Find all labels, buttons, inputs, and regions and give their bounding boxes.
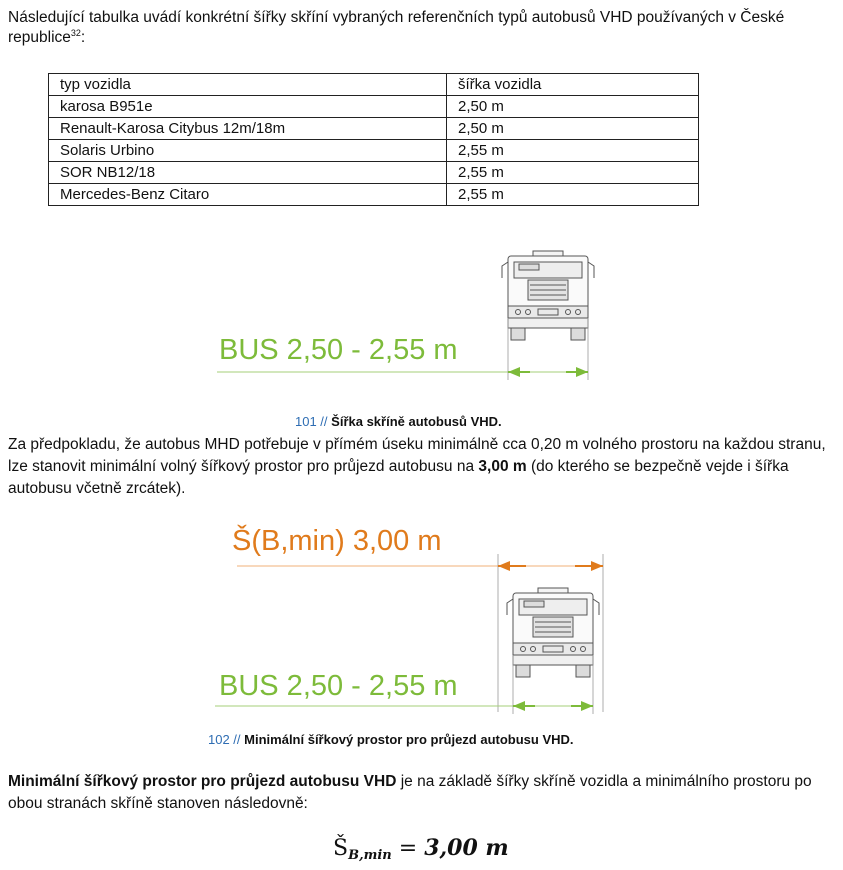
figure1-bus-width-label: BUS 2,50 - 2,55 m xyxy=(219,334,458,366)
paragraph-definition xyxy=(8,771,828,815)
dimension-arrow-right xyxy=(566,367,588,377)
table-cell-width: 2,55 m xyxy=(447,162,699,184)
table-header-row xyxy=(49,74,699,96)
paragraph2-text: Za předpokladu, že autobus MHD potřebuje v přímém úseku minimálně cca 0,20 m volného prostoru na každou stranu, lze stanovit minimální volný šířkový prostor pro průjezd autobusu na xyxy=(8,436,826,475)
table-cell-width: 2,55 m xyxy=(447,140,699,162)
figure2-caption-number: 102 // xyxy=(208,732,241,747)
figure2-caption xyxy=(208,732,574,748)
table-cell-width: 2,55 m xyxy=(447,184,699,206)
bus-front-icon xyxy=(502,251,594,340)
paragraph-clearance xyxy=(8,434,828,500)
dimension-arrow-left xyxy=(508,367,530,377)
clearance-arrow-right xyxy=(575,561,603,571)
table-cell-type: SOR NB12/18 xyxy=(49,162,447,184)
bus-arrow-left-2 xyxy=(513,701,535,711)
formula-equals: = xyxy=(398,836,418,861)
table-cell-width: 2,50 m xyxy=(447,96,699,118)
table-row xyxy=(49,96,699,118)
table-cell-type: Mercedes-Benz Citaro xyxy=(49,184,447,206)
table-row xyxy=(49,162,699,184)
clearance-arrow-left xyxy=(498,561,526,571)
table-row xyxy=(49,140,699,162)
intro-suffix: : xyxy=(80,29,86,46)
table-row xyxy=(49,118,699,140)
table-header-cell: šířka vozidla xyxy=(447,74,699,96)
table-row xyxy=(49,184,699,206)
bus-front-icon-2 xyxy=(507,588,599,677)
paragraph2-text-end: (do kterého se bezpečně vejde i šířka autobusu včetně zrcátek). xyxy=(8,458,789,497)
paragraph2-bold-value: 3,00 m xyxy=(478,458,527,475)
formula-symbol: Š xyxy=(333,836,349,861)
figure2-bus-width-label: BUS 2,50 - 2,55 m xyxy=(219,670,458,702)
formula-value: 3,00 m xyxy=(424,835,509,861)
intro-text: Následující tabulka uvádí konkrétní šířky skříní vybraných referenčních typů autobusů VHD používaných v České republice xyxy=(8,9,785,46)
figure1-caption xyxy=(295,414,502,430)
bus-arrow-right-2 xyxy=(571,701,593,711)
table-cell-type: Solaris Urbino xyxy=(49,140,447,162)
min-width-formula xyxy=(333,834,509,870)
intro-paragraph xyxy=(8,8,834,48)
formula-subscript: B,min xyxy=(348,848,392,863)
table-cell-type: Renault-Karosa Citybus 12m/18m xyxy=(49,118,447,140)
table-cell-type: karosa B951e xyxy=(49,96,447,118)
figure2-min-width-label: Š(B,min) 3,00 m xyxy=(232,525,442,557)
table-cell-width: 2,50 m xyxy=(447,118,699,140)
footnote-ref[interactable]: 32 xyxy=(70,27,81,38)
paragraph3-bold: Minimální šířkový prostor pro průjezd autobusu VHD xyxy=(8,773,397,790)
figure2-caption-text: Minimální šířkový prostor pro průjezd autobusu VHD. xyxy=(244,732,574,747)
figure1-caption-text: Šířka skříně autobusů VHD. xyxy=(331,414,502,429)
paragraph3-text: je na základě šířky skříně vozidla a minimálního prostoru po obou stranách skříně stanoven následovně: xyxy=(8,773,812,812)
figure1-caption-number: 101 // xyxy=(295,414,328,429)
table-header-cell: typ vozidla xyxy=(49,74,447,96)
vehicle-width-table xyxy=(48,73,699,206)
